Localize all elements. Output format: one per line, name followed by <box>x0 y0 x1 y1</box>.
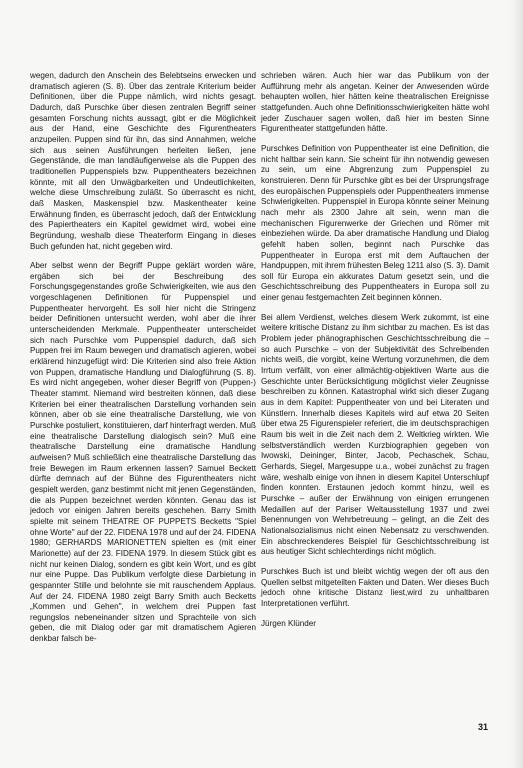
right-text-column <box>261 71 489 638</box>
paragraph: Purschkes Definition von Puppentheater ist eine Definition, die nicht haltbar sein kann. Sie scheint für ihn notwendig gewesen zu sein, um eine Abgrenzung zum Puppenspiel zu konstruieren. Denn für Purschke gibt es bei der Ursprungsfrage des europäischen Puppenspiels oder Puppentheaters immense Schwierigkeiten. Puppenspiel in Europa könnte seiner Meinung nach mehr als 2300 Jahre alt sein, wenn man die mechanischen Figurenwerke der Griechen und Römer mit einbeziehen würde. Da aber dramatische Handlung und Dialog gefehlt haben sollen, beginnt nach Purschke das Puppentheater in Europa erst mit dem Auftauchen der Handpuppen, mit ihrem frühesten Beleg 1211 also (S. 3). Damit soll für Europa ein akkurates Datum gesetzt sein, und die Geschichtsschreibung des Puppentheaters in Europa soll zu einer genau festgemachten Zeit beginnen können. <box>261 143 489 303</box>
paragraph: schrieben wären. Auch hier war das Publikum von der Aufführung mehr als angetan. Keiner der Anwesenden würde behaupten wollen, hier hätten keine theatralischen Ereignisse stattgefunden. Auch ohne Definitionsschwierigkeiten hätte wohl jeder Zuschauer sagen wollen, daß hier im besten Sinne Figurentheater stattgefunden hätte. <box>261 71 489 134</box>
left-text-column <box>30 71 256 654</box>
paragraph: Purschkes Buch ist und bleibt wichtig wegen der oft aus den Quellen selbst mitgeteilten Fakten und Daten. Wer dieses Buch jedoch ohne kritische Distanz liest,wird zu unhaltbaren Interpretationen verführt. <box>261 566 489 608</box>
paragraph: wegen, dadurch den Anschein des Belebtseins erwecken und dramatisch agieren (S. 8). Über das zentrale Kriterium beider Definitionen, über die Puppe nämlich, wird nichts gesagt. Dadurch, daß Purschke über diesen zentralen Begriff seiner gesamten Forschung nichts aussagt, gibt er die Möglichkeit aus der Hand, eine Geschichte des Figurentheaters anzupeilen. Puppen sind für ihn, das sind Annahmen, welche sich aus seinen Ausführungen herleiten ließen, jene Gegenstände, die man landläufigerweise als die Puppen des traditionellen Puppenspiels bzw. Puppentheaters bezeichnen könnte, mit all den Unwägbarkeiten und Undeutlichkeiten, welche diese Umschreibung zuläßt. So überrascht es nicht, daß Masken, Maskenspiel bzw. Maskentheater keine Erwähnung finden, es überrascht jedoch, daß der Entwicklung des Papiertheaters ein Kapitel gewidmet wird, wobei eine Begründung, weshalb diese Theaterform Eingang in dieses Buch gefunden hat, nicht gegeben wird. <box>30 71 256 251</box>
page-number: 31 <box>478 722 489 732</box>
page-edge-shadow <box>511 0 523 768</box>
paragraph: Bei allem Verdienst, welches diesem Werk zukommt, ist eine weitere kritische Distanz zu ihm sichtbar zu machen. Es ist das Problem jeder phänographischen Geschichtsschreibung die – so auch Purschke – von der Subjektivität des Schreibenden nichts weiß, die vorgibt, keine Wertung vorzunehmen, die dem Irrtum verfällt, von einer allmächtig-objektiven Warte aus die Geschichte unter Berücksichtigung möglichst vieler Zeugnisse beschreiben zu können. Katastrophal wirkt sich dieser Zugang aus in dem Kapitel: Puppentheater von und bei Literaten und Künstlern. Innerhalb dieses Kapitels wird auf etwa 20 Seiten über etwa 25 Figurenspieler referiert, die im deutschsprachigen Raum bis weit in die Zeit nach dem 2. Weltkrieg wirkten. Wie selbstverständlich werden Kurzbiographien gegeben von Iwowski, Deininger, Binter, Jacob, Pechaschek, Schau, Gerhards, Siegel, Margesuppe u.a., wobei zunächst zu fragen wäre, weshalb einige von ihnen in diesem Kapitel Unterschlupf finden konnten. Erstaunen jedoch kommt hinzu, weil es Purschke – außer der Erwähnung von einigen errungenen Medaillen auf der Pariser Weltausstellung 1937 und zwei Benennungen von Wehrbetreuung – gelingt, an die Zeit des Nationalsozialismus nicht einen Nebensatz zu verschwenden. Ein abschreckenderes Beispiel für Geschichtsschreibung ist aus heutiger Sicht schlechterdings nicht möglich. <box>261 312 489 557</box>
author-signature: Jürgen Klünder <box>261 618 316 628</box>
paragraph: Aber selbst wenn der Begriff Puppe geklärt worden wäre, ergäben sich bei der Beschreibung des Forschungsgegenstandes große Schwierigkeiten, wie aus den vorgeschlagenen Definitionen für Puppenspiel und Puppentheater hervorgeht. Es soll hier nicht die Stringenz beider Definitionen untersucht werden, wohl aber die ihrer unterscheidenden Merkmale. Puppentheater unterscheidet sich nach Purschke vom Puppenspiel dadurch, daß sich Puppen frei im Raum bewegen und dramatisch agieren, wobei erklärend hinzugefügt wird: Die Kriterien sind also freie Aktion von Puppen, dramatische Handlung und Dialogführung (S. 8). Es wird nicht angegeben, woher dieser Begriff von (Puppen-) Theater stammt. Niemand wird bestreiten können, daß diese Kriterien bei einer theatralischen Darstellung vorhanden sein können, aber ob sie eine theatralische Darstellung, wie von Purschke postuliert, konstituieren, darf hinterfragt werden. Muß eine theatralische Darstellung dialogisch sein? Muß eine theatralische Darstellung eine dramatische Handlung aufweisen? Muß schließlich eine theatralische Darstellung das freie Bewegen im Raum erkennen lassen? Samuel Beckett dürfte demnach auf der Bühne des Figurentheaters nicht gespielt werden, ganz bestimmt nicht mit jenen Gegenständen, die als Puppen bezeichnet werden könnten. Genau das ist jedoch vor einigen Jahren bereits geschehen. Barry Smith spielte mit seinem THEATRE OF PUPPETS Becketts "Spiel ohne Worte" auf der 22. FIDENA 1978 und auf der 24. FIDENA 1980; GERHARDS MARIONETTEN spielten es (mit einer Marionette) auf der 23. FIDENA 1979. In diesem Stück gibt es nicht nur keinen Dialog, sondern es gibt kein Wort, und es gibt nur eine Puppe. Das Publikum verfolgte diese Darbietung in gespannter Stille und belohnte sie mit rauschendem Applaus. Auf der 24. FIDENA 1980 zeigt Barry Smith auch Becketts „Kommen und Gehen", in welchem drei Puppen fast regungslos nebeneinander sitzen und Sprachteile von sich geben, die mit Dialog oder gar mit dramatischem Agieren denkbar falsch be- <box>30 261 256 644</box>
